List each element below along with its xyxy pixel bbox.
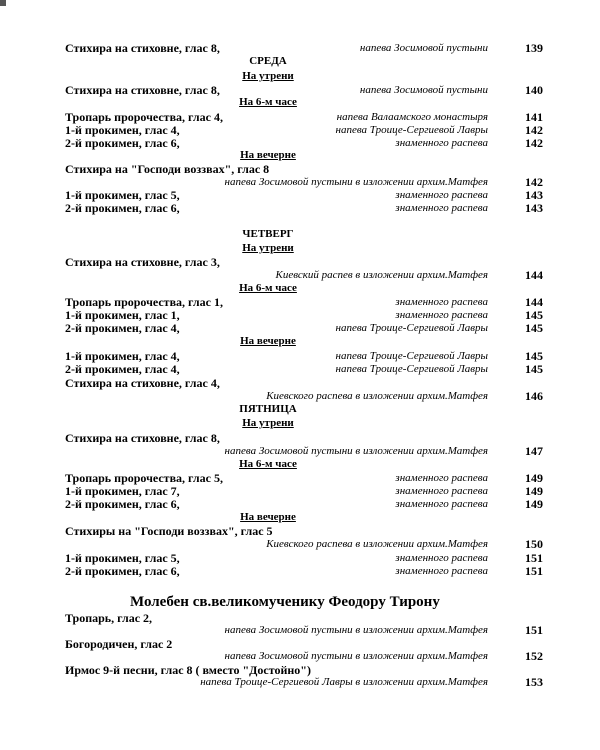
entry-title: 2-й прокимен, глас 6, [65,201,180,215]
entry-source: Киевский распев в изложении архим.Матфея [275,269,488,281]
section-heading-wednesday: СРЕДА [249,55,287,67]
entry-title: 1-й прокимен, глас 5, [65,188,180,202]
entry-title: Стихира на "Господи воззвах", глас 8 [65,162,270,176]
entry-source: напева Троице-Сергиевой Лавры [335,322,488,334]
entry-source: знаменного распева [395,189,488,201]
section-heading-friday: ПЯТНИЦА [239,403,297,415]
entry-source: напева Зосимовой пустыни [359,42,488,54]
entry-source: знаменного распева [395,472,488,484]
entry-page: 149 [525,471,543,485]
entry-title: 2-й прокимен, глас 4, [65,362,180,376]
entry-title: 1-й прокимен, глас 1, [65,308,180,322]
entry-page: 145 [525,362,543,376]
entry-source: напева Троице-Сергиевой Лавры в изложении архим.Матфея [200,676,488,688]
entry-page: 146 [525,389,543,403]
entry-title: 1-й прокимен, глас 4, [65,349,180,363]
subheading-vespers: На вечерне [240,149,296,161]
entry-title: 2-й прокимен, глас 4, [65,321,180,335]
molieben-heading: Молебен св.великомученику Феодору Тирону [130,594,440,610]
entry-source: напева Зосимовой пустыни [359,84,488,96]
entry-title: Стихиры на "Господи воззвах", глас 5 [65,524,273,538]
entry-page: 144 [525,268,543,282]
entry-source: знаменного распева [395,498,488,510]
entry-title: Тропарь пророчества, глас 5, [65,471,223,485]
entry-source: напева Валаамского монастыря [336,111,488,123]
entry-source: знаменного распева [395,565,488,577]
entry-title: 1-й прокимен, глас 7, [65,484,180,498]
entry-page: 145 [525,321,543,335]
entry-title: 1-й прокимен, глас 5, [65,551,180,565]
subheading-matins: На утрени [242,417,294,429]
entry-page: 153 [525,675,543,689]
subheading-vespers: На вечерне [240,511,296,523]
entry-title: Стихира на стиховне, глас 8, [65,41,220,55]
entry-title: Ирмос 9-й песни, глас 8 ( вместо "Достойно") [65,663,311,677]
entry-title: 1-й прокимен, глас 4, [65,123,180,137]
entry-source: напева Зосимовой пустыни в изложении архим.Матфея [224,624,488,636]
entry-source: знаменного распева [395,552,488,564]
entry-title: 2-й прокимен, глас 6, [65,497,180,511]
entry-title: Стихира на стиховне, глас 4, [65,376,220,390]
entry-title: 2-й прокимен, глас 6, [65,136,180,150]
entry-page: 142 [525,123,543,137]
entry-page: 139 [525,41,543,55]
entry-title: Стихира на стиховне, глас 8, [65,431,220,445]
entry-page: 150 [525,537,543,551]
entry-source: напева Троице-Сергиевой Лавры [335,124,488,136]
entry-source: знаменного распева [395,137,488,149]
entry-title: Тропарь пророчества, глас 4, [65,110,223,124]
subheading-matins: На утрени [242,70,294,82]
subheading-sixth-hour: На 6-м часе [239,282,297,294]
entry-source: знаменного распева [395,202,488,214]
subheading-sixth-hour: На 6-м часе [239,458,297,470]
entry-page: 143 [525,201,543,215]
entry-page: 145 [525,308,543,322]
entry-title: 2-й прокимен, глас 6, [65,564,180,578]
entry-source: знаменного распева [395,309,488,321]
entry-page: 144 [525,295,543,309]
entry-source: напева Зосимовой пустыни в изложении архим.Матфея [224,176,488,188]
entry-source: напева Троице-Сергиевой Лавры [335,350,488,362]
entry-page: 140 [525,83,543,97]
entry-page: 143 [525,188,543,202]
subheading-sixth-hour: На 6-м часе [239,96,297,108]
entry-page: 141 [525,110,543,124]
entry-page: 149 [525,484,543,498]
entry-title: Стихира на стиховне, глас 8, [65,83,220,97]
subheading-vespers: На вечерне [240,335,296,347]
entry-source: напева Троице-Сергиевой Лавры [335,363,488,375]
entry-page: 151 [525,551,543,565]
entry-source: знаменного распева [395,485,488,497]
entry-page: 151 [525,623,543,637]
entry-page: 142 [525,136,543,150]
entry-title: Стихира на стиховне, глас 3, [65,255,220,269]
entry-page: 149 [525,497,543,511]
entry-page: 151 [525,564,543,578]
subheading-matins: На утрени [242,242,294,254]
entry-source: Киевского распева в изложении архим.Матфея [266,390,488,402]
entry-source: напева Зосимовой пустыни в изложении архим.Матфея [224,445,488,457]
entry-source: Киевского распева в изложении архим.Матфея [266,538,488,550]
entry-page: 145 [525,349,543,363]
entry-page: 142 [525,175,543,189]
entry-title: Тропарь, глас 2, [65,611,153,625]
entry-page: 152 [525,649,543,663]
entry-page: 147 [525,444,543,458]
scan-corner-mark [0,0,6,6]
entry-source: напева Зосимовой пустыни в изложении архим.Матфея [224,650,488,662]
entry-title: Богородичен, глас 2 [65,637,173,651]
entry-title: Тропарь пророчества, глас 1, [65,295,223,309]
section-heading-thursday: ЧЕТВЕРГ [242,228,294,240]
entry-source: знаменного распева [395,296,488,308]
